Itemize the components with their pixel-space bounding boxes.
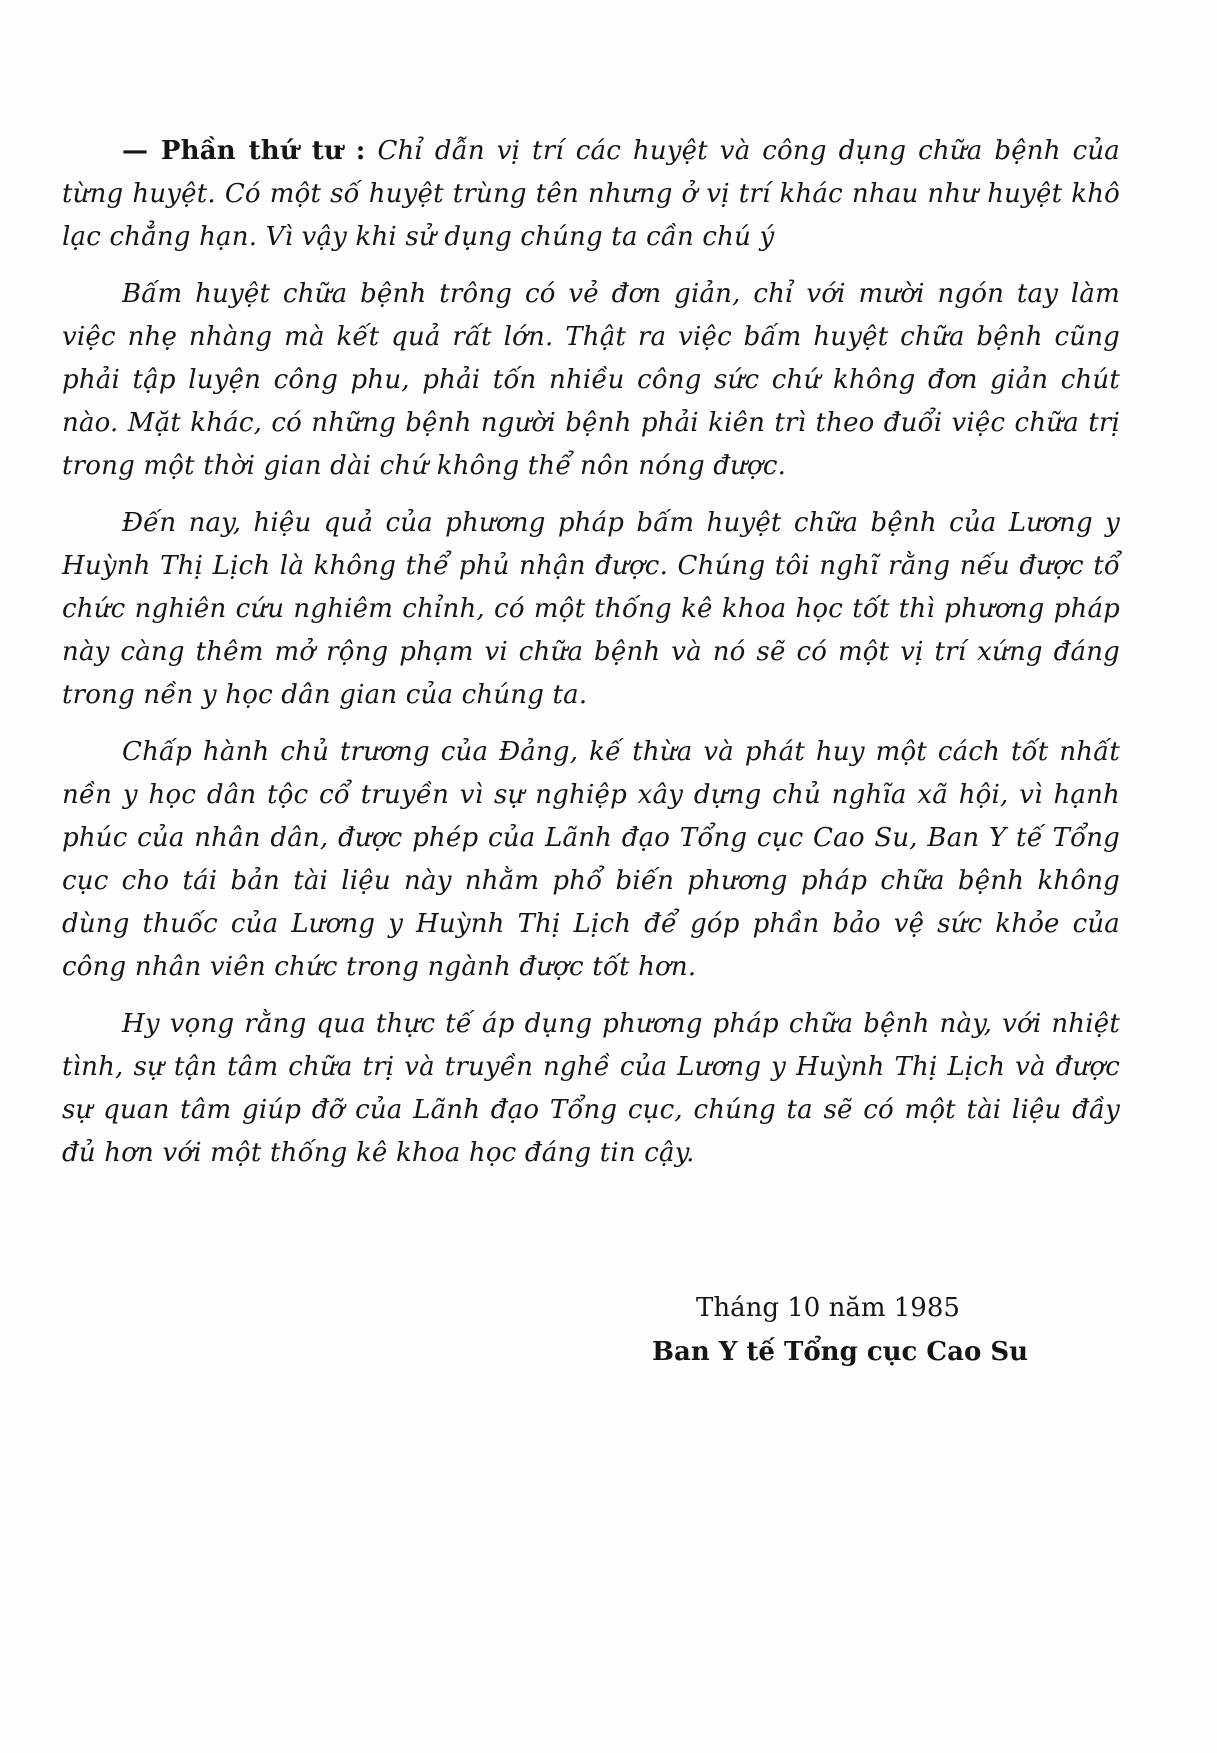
signature-block <box>600 1286 1120 1374</box>
paragraph-part-four <box>62 130 1120 259</box>
paragraph: Bấm huyệt chữa bệnh trông có vẻ đơn giản, chỉ với mười ngón tay làm việc nhẹ nhàng mà kết quả rất lớn. Thật ra việc bấm huyệt chữa bệnh cũng phải tập luyện công phu, phải tốn nhiều công sức chứ không đơn giản chút nào. Mặt khác, có những bệnh người bệnh phải kiên trì theo đuổi việc chữa trị trong một thời gian dài chứ không thể nôn nóng được. <box>62 279 1120 481</box>
paragraph-text: Chỉ dẫn vị trí các huyệt và công dụng chữa bệnh của từng huyệt. Có một số huyệt trùng tên nhưng ở vị trí khác nhau như huyệt khô lạc chẳng hạn. Vì vậy khi sử dụng chúng ta cần chú ý <box>62 136 1120 252</box>
paragraph: Hy vọng rằng qua thực tế áp dụng phương pháp chữa bệnh này, với nhiệt tình, sự tận tâm chữa trị và truyền nghề của Lương y Huỳnh Thị Lịch và được sự quan tâm giúp đỡ của Lãnh đạo Tổng cục, chúng ta sẽ có một tài liệu đầy đủ hơn với một thống kê khoa học đáng tin cậy. <box>62 1009 1120 1168</box>
section-lead: — Phần thứ tư : <box>122 136 366 166</box>
signature-date: Tháng 10 năm 1985 <box>696 1293 960 1323</box>
paragraph: Chấp hành chủ trương của Đảng, kế thừa và phát huy một cách tốt nhất nền y học dân tộc cổ truyền vì sự nghiệp xây dựng chủ nghĩa xã hội, vì hạnh phúc của nhân dân, được phép của Lãnh đạo Tổng cục Cao Su, Ban Y tế Tổng cục cho tái bản tài liệu này nhằm phổ biến phương pháp chữa bệnh không dùng thuốc của Lương y Huỳnh Thị Lịch để góp phần bảo vệ sức khỏe của công nhân viên chức trong ngành được tốt hơn. <box>62 737 1120 982</box>
paragraph: Đến nay, hiệu quả của phương pháp bấm huyệt chữa bệnh của Lương y Huỳnh Thị Lịch là không thể phủ nhận được. Chúng tôi nghĩ rằng nếu được tổ chức nghiên cứu nghiêm chỉnh, có một thống kê khoa học tốt thì phương pháp này càng thêm mở rộng phạm vi chữa bệnh và nó sẽ có một vị trí xứng đáng trong nền y học dân gian của chúng ta. <box>62 508 1120 710</box>
signature-organization: Ban Y tế Tổng cục Cao Su <box>652 1337 1029 1367</box>
body-text <box>62 130 1120 1175</box>
